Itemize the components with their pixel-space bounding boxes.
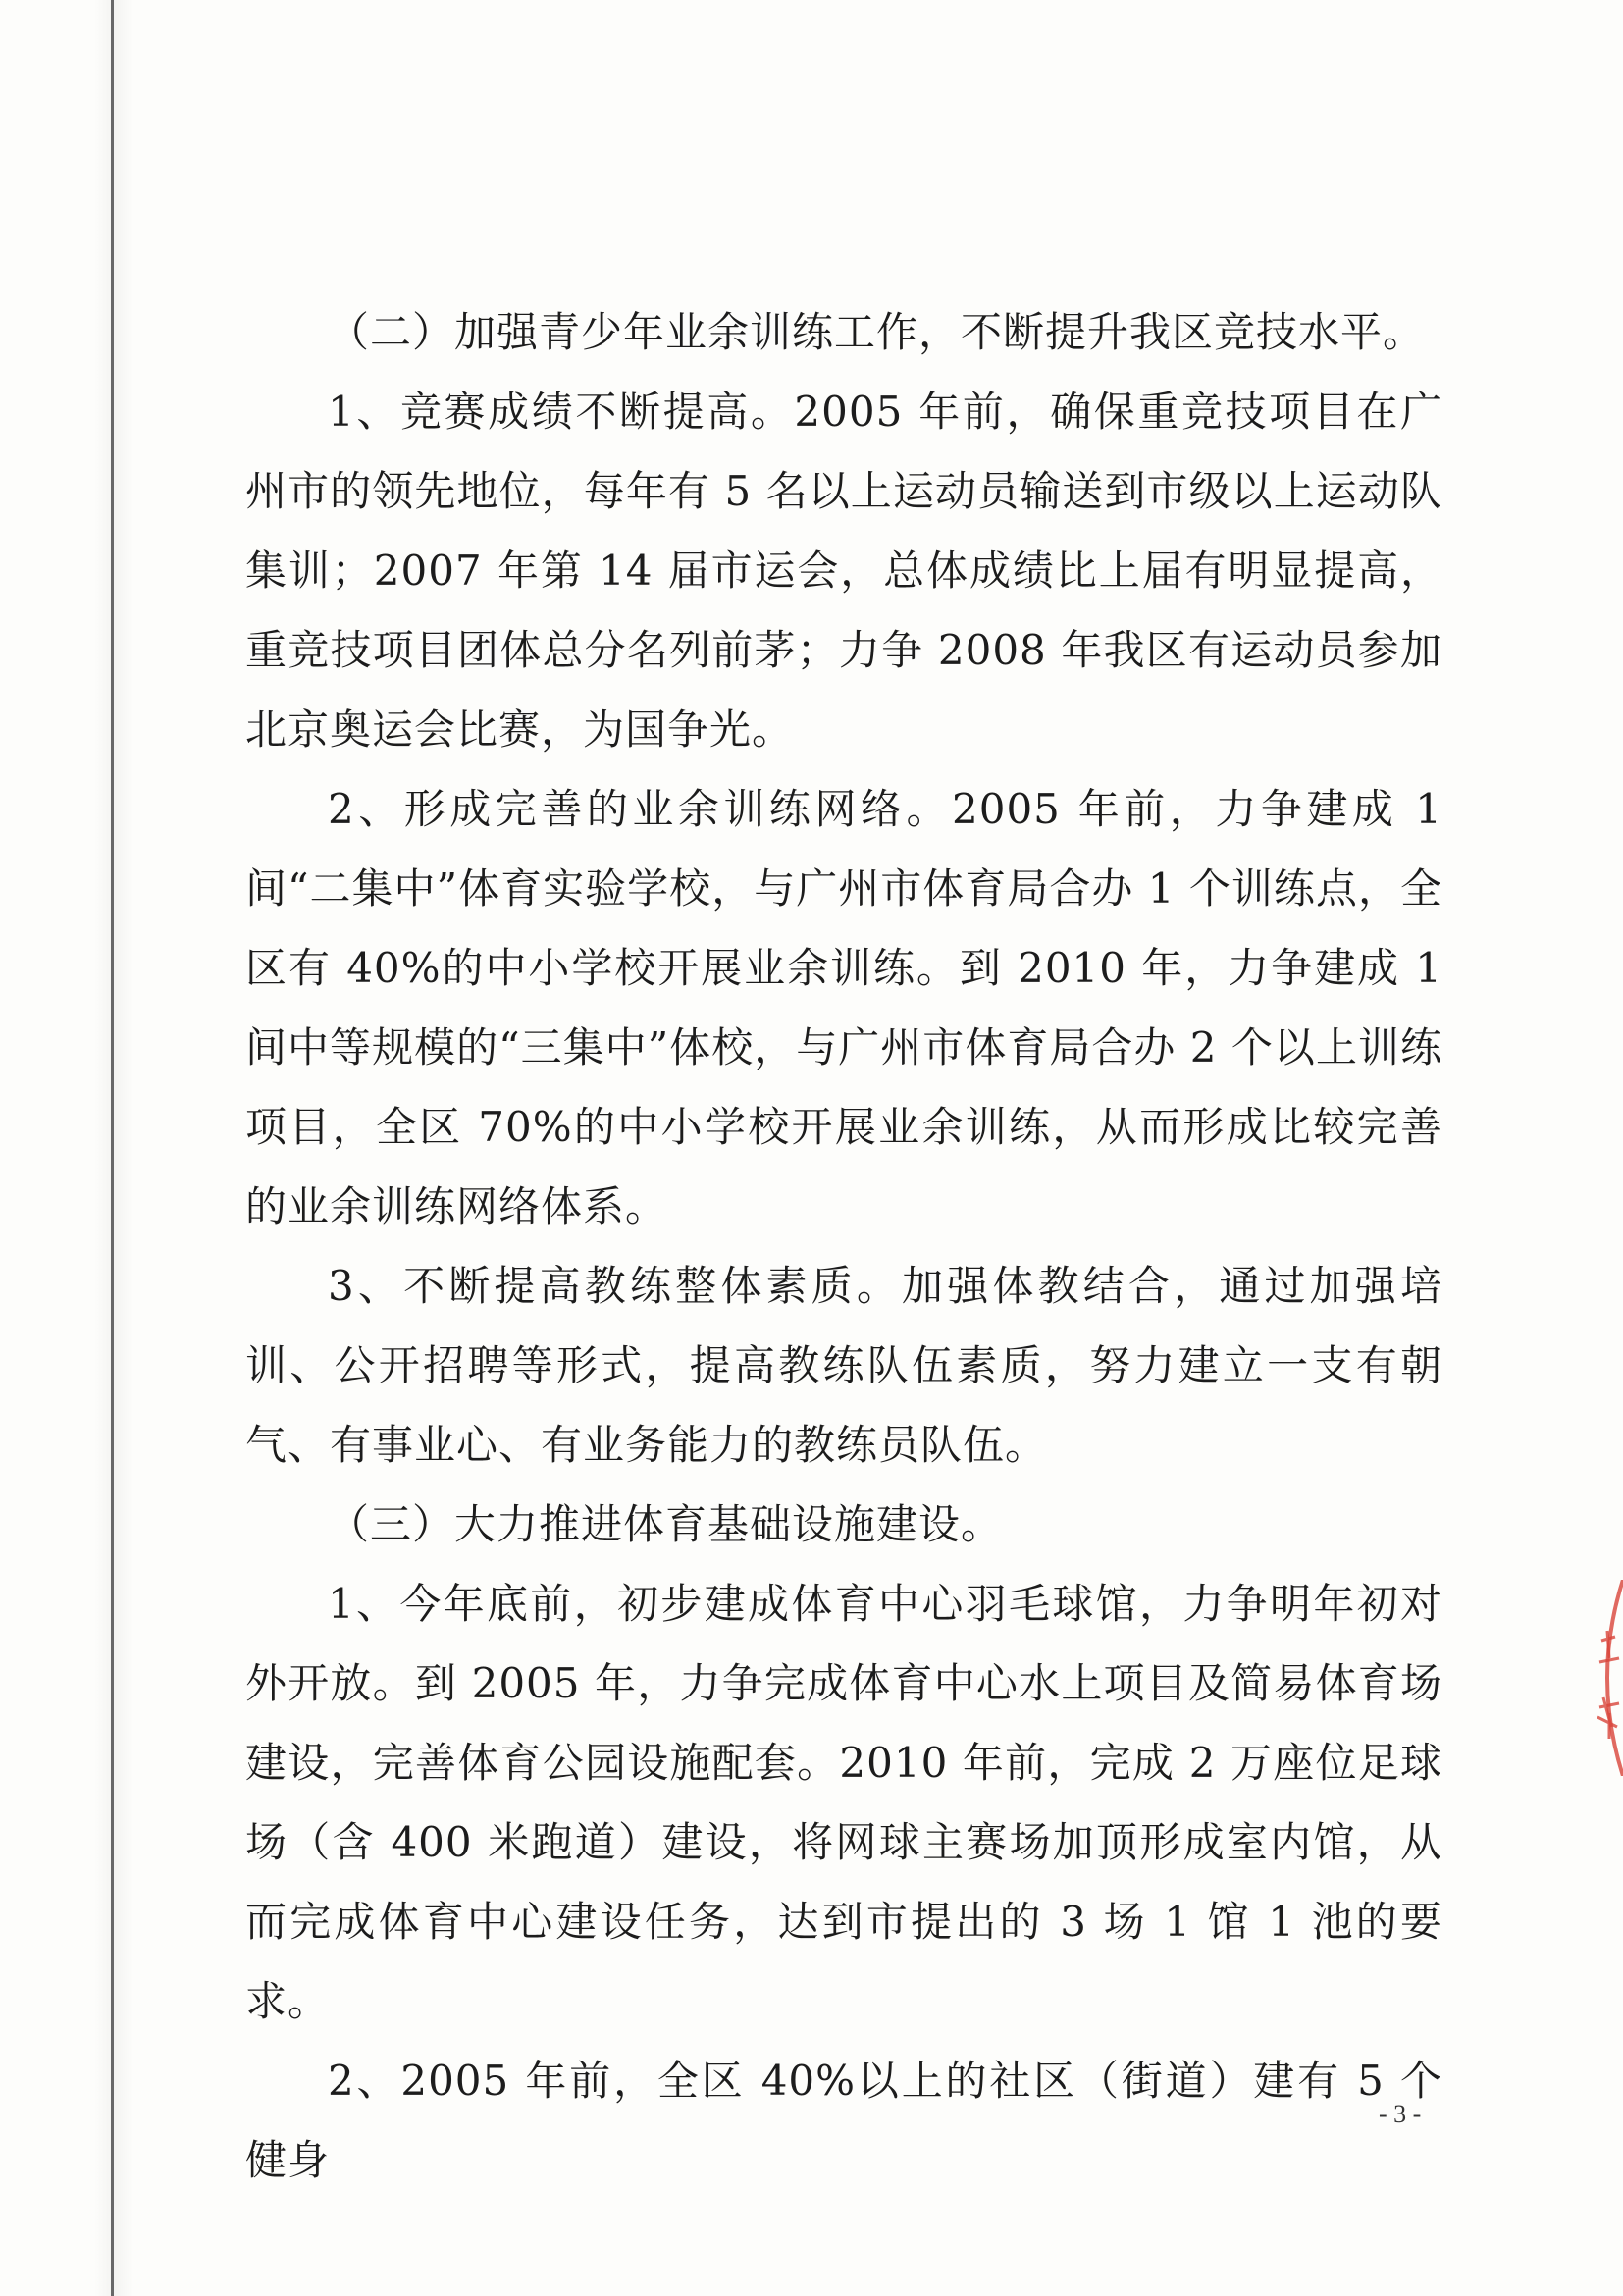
- document-body: [245, 292, 1442, 2200]
- paragraph-sports-center: 1、今年底前，初步建成体育中心羽毛球馆，力争明年初对外开放。到 2005 年，力争完成体育中心水上项目及简易体育场建设，完善体育公园设施配套。2010 年前，完成 2 万座位足球场（含 400 米跑道）建设，将网球主赛场加顶形成室内馆，从而完成体育中心建设任务，达到市提出的 3 场 1 馆 1 池的要求。: [245, 1580, 1442, 2025]
- paragraph-coach-quality: 3、不断提高教练整体素质。加强体教结合，通过加强培训、公开招聘等形式，提高教练队伍素质，努力建立一支有朝气、有事业心、有业务能力的教练员队伍。: [245, 1262, 1442, 1469]
- red-seal-stamp-edge: [1582, 1580, 1623, 1776]
- page-number: - 3 -: [1379, 2100, 1422, 2128]
- paragraph-competition-results: 1、竞赛成绩不断提高。2005 年前，确保重竞技项目在广州市的领先地位，每年有 5 名以上运动员输送到市级以上运动队集训；2007 年第 14 届市运会，总体成绩比上届有明显提高，重竞技项目团体总分名列前茅；力争 2008 年我区有运动员参加北京奥运会比赛，为国争光。: [245, 388, 1442, 754]
- paragraph-community-fitness: 2、2005 年前，全区 40%以上的社区（街道）建有 5 个健身: [245, 2057, 1442, 2184]
- binding-margin-line: [111, 0, 114, 2296]
- section-heading-2: （二）加强青少年业余训练工作，不断提升我区竞技水平。: [328, 308, 1426, 356]
- binding-fold-shadow: [94, 0, 133, 2296]
- seal-stamp-graphic: [1582, 1580, 1623, 1776]
- section-heading-3: （三）大力推进体育基础设施建设。: [328, 1500, 1004, 1548]
- paragraph-training-network: 2、形成完善的业余训练网络。2005 年前，力争建成 1 间“二集中”体育实验学校，与广州市体育局合办 1 个训练点，全区有 40%的中小学校开展业余训练。到 2010 年，力争建成 1 间中等规模的“三集中”体校，与广州市体育局合办 2 个以上训练项目，全区 70%的中小学校开展业余训练，从而形成比较完善的业余训练网络体系。: [245, 785, 1442, 1230]
